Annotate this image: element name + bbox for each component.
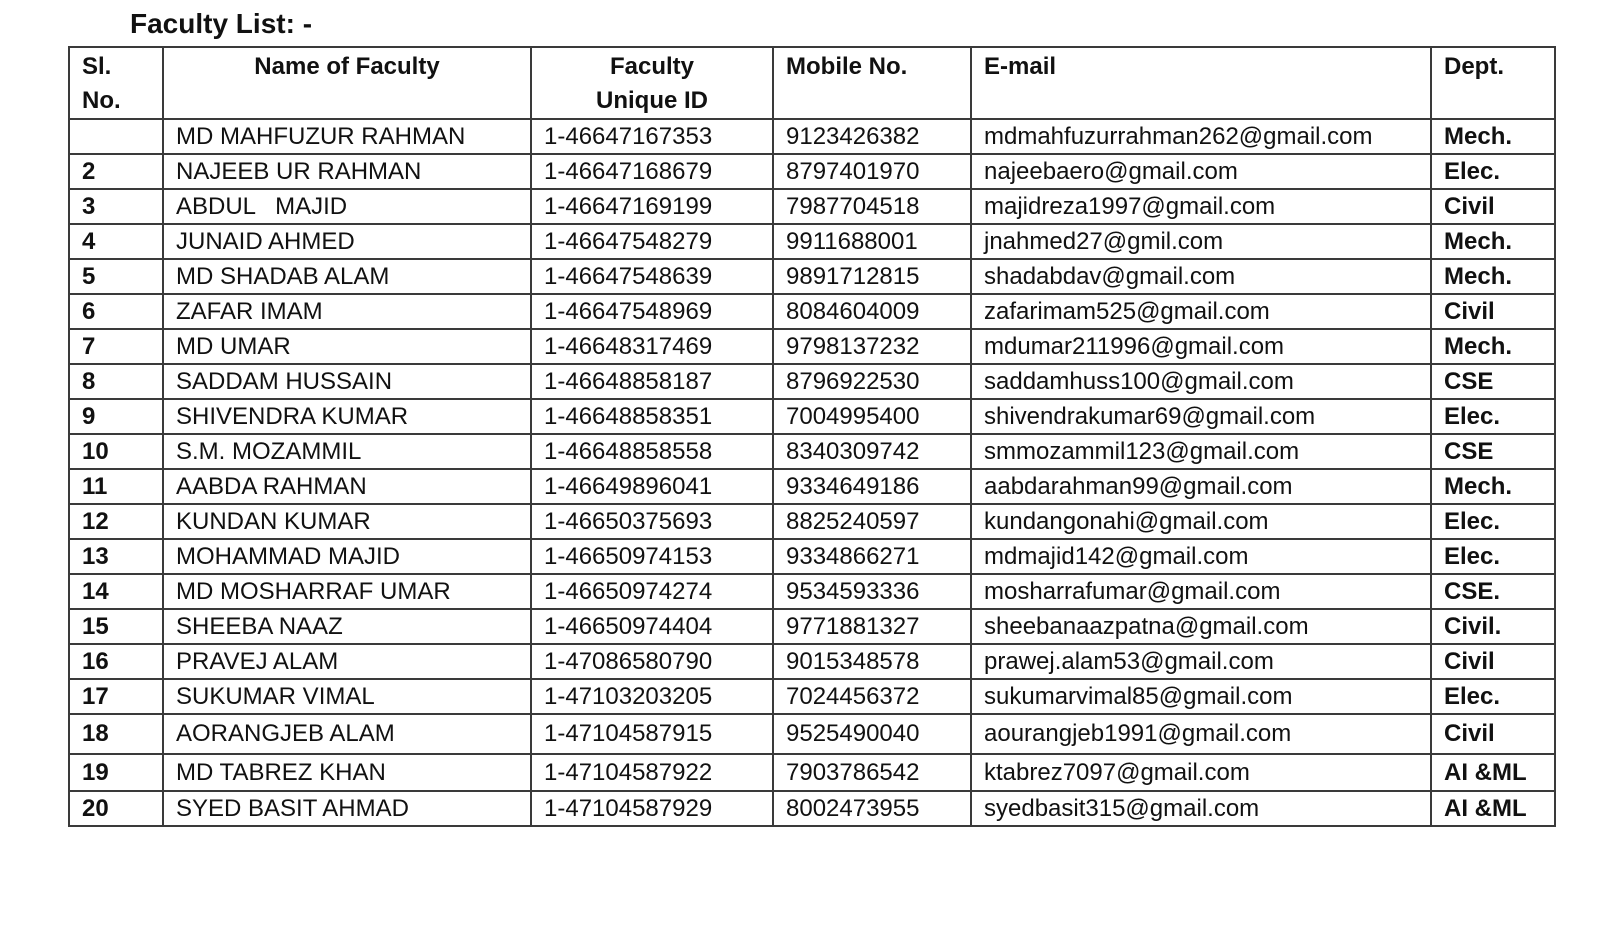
- cell-email: syedbasit315@gmail.com: [971, 791, 1431, 826]
- cell-email: mdumar211996@gmail.com: [971, 329, 1431, 364]
- cell-unique-id: 1-46648317469: [531, 329, 773, 364]
- cell-faculty-name: MD UMAR: [163, 329, 531, 364]
- cell-email: kundangonahi@gmail.com: [971, 504, 1431, 539]
- cell-unique-id: 1-47103203205: [531, 679, 773, 714]
- cell-sl-no: 13: [69, 539, 163, 574]
- table-row: [69, 189, 1555, 224]
- cell-faculty-name: SUKUMAR VIMAL: [163, 679, 531, 714]
- cell-mobile: 9534593336: [773, 574, 971, 609]
- cell-unique-id: 1-46650974404: [531, 609, 773, 644]
- cell-sl-no: 16: [69, 644, 163, 679]
- cell-dept: Elec.: [1431, 504, 1555, 539]
- cell-sl-no: 9: [69, 399, 163, 434]
- cell-sl-no: 12: [69, 504, 163, 539]
- cell-sl-no: 5: [69, 259, 163, 294]
- cell-unique-id: 1-46648858187: [531, 364, 773, 399]
- cell-mobile: 9771881327: [773, 609, 971, 644]
- cell-faculty-name: SADDAM HUSSAIN: [163, 364, 531, 399]
- table-row: [69, 399, 1555, 434]
- cell-sl-no: 18: [69, 714, 163, 754]
- cell-unique-id: 1-46648858351: [531, 399, 773, 434]
- table-row: [69, 294, 1555, 329]
- cell-mobile: 8002473955: [773, 791, 971, 826]
- header-mobile: Mobile No.: [773, 47, 971, 119]
- cell-mobile: 7987704518: [773, 189, 971, 224]
- cell-sl-no: 2: [69, 154, 163, 189]
- cell-faculty-name: ZAFAR IMAM: [163, 294, 531, 329]
- table-header: [69, 47, 1555, 119]
- cell-dept: Mech.: [1431, 224, 1555, 259]
- cell-dept: Mech.: [1431, 329, 1555, 364]
- cell-unique-id: 1-46647168679: [531, 154, 773, 189]
- cell-unique-id: 1-47104587915: [531, 714, 773, 754]
- cell-sl-no: 14: [69, 574, 163, 609]
- cell-unique-id: 1-46650375693: [531, 504, 773, 539]
- cell-mobile: 9334866271: [773, 539, 971, 574]
- cell-faculty-name: MD MOSHARRAF UMAR: [163, 574, 531, 609]
- cell-faculty-name: MD SHADAB ALAM: [163, 259, 531, 294]
- table-row: [69, 574, 1555, 609]
- cell-mobile: 7024456372: [773, 679, 971, 714]
- cell-mobile: 8340309742: [773, 434, 971, 469]
- cell-sl-no: 19: [69, 754, 163, 791]
- cell-email: majidreza1997@gmail.com: [971, 189, 1431, 224]
- page-title: Faculty List: -: [130, 8, 313, 39]
- cell-email: shivendrakumar69@gmail.com: [971, 399, 1431, 434]
- table-row: [69, 539, 1555, 574]
- header-unique-id: [531, 47, 773, 119]
- cell-faculty-name: MOHAMMAD MAJID: [163, 539, 531, 574]
- table-row: [69, 259, 1555, 294]
- cell-sl-no: 7: [69, 329, 163, 364]
- cell-email: shadabdav@gmail.com: [971, 259, 1431, 294]
- cell-mobile: 9798137232: [773, 329, 971, 364]
- cell-unique-id: 1-46647169199: [531, 189, 773, 224]
- cell-faculty-name: ABDUL MAJID: [163, 189, 531, 224]
- cell-faculty-name: PRAVEJ ALAM: [163, 644, 531, 679]
- cell-dept: CSE.: [1431, 574, 1555, 609]
- cell-dept: Civil.: [1431, 609, 1555, 644]
- table-body: [69, 119, 1555, 826]
- cell-faculty-name: SYED BASIT AHMAD: [163, 791, 531, 826]
- header-sl-no: [69, 47, 163, 119]
- header-email: E-mail: [971, 47, 1431, 119]
- cell-unique-id: 1-46650974274: [531, 574, 773, 609]
- cell-email: ktabrez7097@gmail.com: [971, 754, 1431, 791]
- table-row: [69, 644, 1555, 679]
- cell-dept: AI &ML: [1431, 791, 1555, 826]
- cell-mobile: 9891712815: [773, 259, 971, 294]
- cell-unique-id: 1-46647167353: [531, 119, 773, 154]
- cell-email: smmozammil123@gmail.com: [971, 434, 1431, 469]
- cell-dept: Mech.: [1431, 259, 1555, 294]
- cell-mobile: 9015348578: [773, 644, 971, 679]
- cell-sl-no: 17: [69, 679, 163, 714]
- cell-email: mdmahfuzurrahman262@gmail.com: [971, 119, 1431, 154]
- cell-dept: CSE: [1431, 434, 1555, 469]
- table-row: [69, 714, 1555, 754]
- cell-faculty-name: JUNAID AHMED: [163, 224, 531, 259]
- cell-unique-id: 1-46649896041: [531, 469, 773, 504]
- cell-sl-no: 15: [69, 609, 163, 644]
- cell-dept: Elec.: [1431, 399, 1555, 434]
- cell-mobile: 7004995400: [773, 399, 971, 434]
- cell-email: aabdarahman99@gmail.com: [971, 469, 1431, 504]
- cell-dept: CSE: [1431, 364, 1555, 399]
- cell-faculty-name: AABDA RAHMAN: [163, 469, 531, 504]
- table-row: [69, 469, 1555, 504]
- table-row: [69, 679, 1555, 714]
- table-row: [69, 224, 1555, 259]
- header-row: [69, 47, 1555, 119]
- cell-dept: Mech.: [1431, 119, 1555, 154]
- cell-unique-id: 1-47104587922: [531, 754, 773, 791]
- cell-sl-no: 4: [69, 224, 163, 259]
- cell-faculty-name: MD MAHFUZUR RAHMAN: [163, 119, 531, 154]
- cell-faculty-name: MD TABREZ KHAN: [163, 754, 531, 791]
- cell-email: aourangjeb1991@gmail.com: [971, 714, 1431, 754]
- header-name: Name of Faculty: [163, 47, 531, 119]
- cell-sl-no: 6: [69, 294, 163, 329]
- cell-unique-id: 1-46647548279: [531, 224, 773, 259]
- table-row: [69, 609, 1555, 644]
- table-row: [69, 754, 1555, 791]
- cell-sl-no: 11: [69, 469, 163, 504]
- cell-faculty-name: S.M. MOZAMMIL: [163, 434, 531, 469]
- cell-mobile: 9911688001: [773, 224, 971, 259]
- cell-unique-id: 1-46647548969: [531, 294, 773, 329]
- header-dept: Dept.: [1431, 47, 1555, 119]
- cell-email: sukumarvimal85@gmail.com: [971, 679, 1431, 714]
- cell-dept: Elec.: [1431, 679, 1555, 714]
- cell-faculty-name: NAJEEB UR RAHMAN: [163, 154, 531, 189]
- cell-sl-no: 20: [69, 791, 163, 826]
- cell-mobile: 8796922530: [773, 364, 971, 399]
- cell-email: mosharrafumar@gmail.com: [971, 574, 1431, 609]
- cell-dept: Mech.: [1431, 469, 1555, 504]
- cell-faculty-name: AORANGJEB ALAM: [163, 714, 531, 754]
- cell-unique-id: 1-46650974153: [531, 539, 773, 574]
- cell-unique-id: 1-46647548639: [531, 259, 773, 294]
- cell-email: prawej.alam53@gmail.com: [971, 644, 1431, 679]
- cell-email: jnahmed27@gmil.com: [971, 224, 1431, 259]
- cell-mobile: 8825240597: [773, 504, 971, 539]
- cell-email: saddamhuss100@gmail.com: [971, 364, 1431, 399]
- cell-dept: Elec.: [1431, 154, 1555, 189]
- table-row: [69, 119, 1555, 154]
- cell-unique-id: 1-47086580790: [531, 644, 773, 679]
- cell-dept: Civil: [1431, 644, 1555, 679]
- table-row: [69, 329, 1555, 364]
- cell-dept: Civil: [1431, 714, 1555, 754]
- cell-mobile: 9334649186: [773, 469, 971, 504]
- cell-mobile: 8084604009: [773, 294, 971, 329]
- cell-dept: Civil: [1431, 294, 1555, 329]
- cell-email: sheebanaazpatna@gmail.com: [971, 609, 1431, 644]
- cell-sl-no: 8: [69, 364, 163, 399]
- cell-email: mdmajid142@gmail.com: [971, 539, 1431, 574]
- header-sl-no-label: Sl. No.: [82, 53, 121, 114]
- cell-sl-no: 10: [69, 434, 163, 469]
- table-row: [69, 434, 1555, 469]
- table-row: [69, 504, 1555, 539]
- cell-email: zafarimam525@gmail.com: [971, 294, 1431, 329]
- cell-faculty-name: KUNDAN KUMAR: [163, 504, 531, 539]
- cell-sl-no: [69, 119, 163, 154]
- cell-mobile: 7903786542: [773, 754, 971, 791]
- header-unique-id-label: Faculty Unique ID: [596, 53, 708, 114]
- faculty-table: [68, 46, 1556, 827]
- cell-dept: Civil: [1431, 189, 1555, 224]
- table-row: [69, 154, 1555, 189]
- cell-sl-no: 3: [69, 189, 163, 224]
- cell-dept: AI &ML: [1431, 754, 1555, 791]
- cell-mobile: 9123426382: [773, 119, 971, 154]
- cell-unique-id: 1-47104587929: [531, 791, 773, 826]
- table-row: [69, 364, 1555, 399]
- cell-email: najeebaero@gmail.com: [971, 154, 1431, 189]
- cell-mobile: 9525490040: [773, 714, 971, 754]
- cell-mobile: 8797401970: [773, 154, 971, 189]
- table-row: [69, 791, 1555, 826]
- cell-dept: Elec.: [1431, 539, 1555, 574]
- cell-faculty-name: SHIVENDRA KUMAR: [163, 399, 531, 434]
- cell-unique-id: 1-46648858558: [531, 434, 773, 469]
- cell-faculty-name: SHEEBA NAAZ: [163, 609, 531, 644]
